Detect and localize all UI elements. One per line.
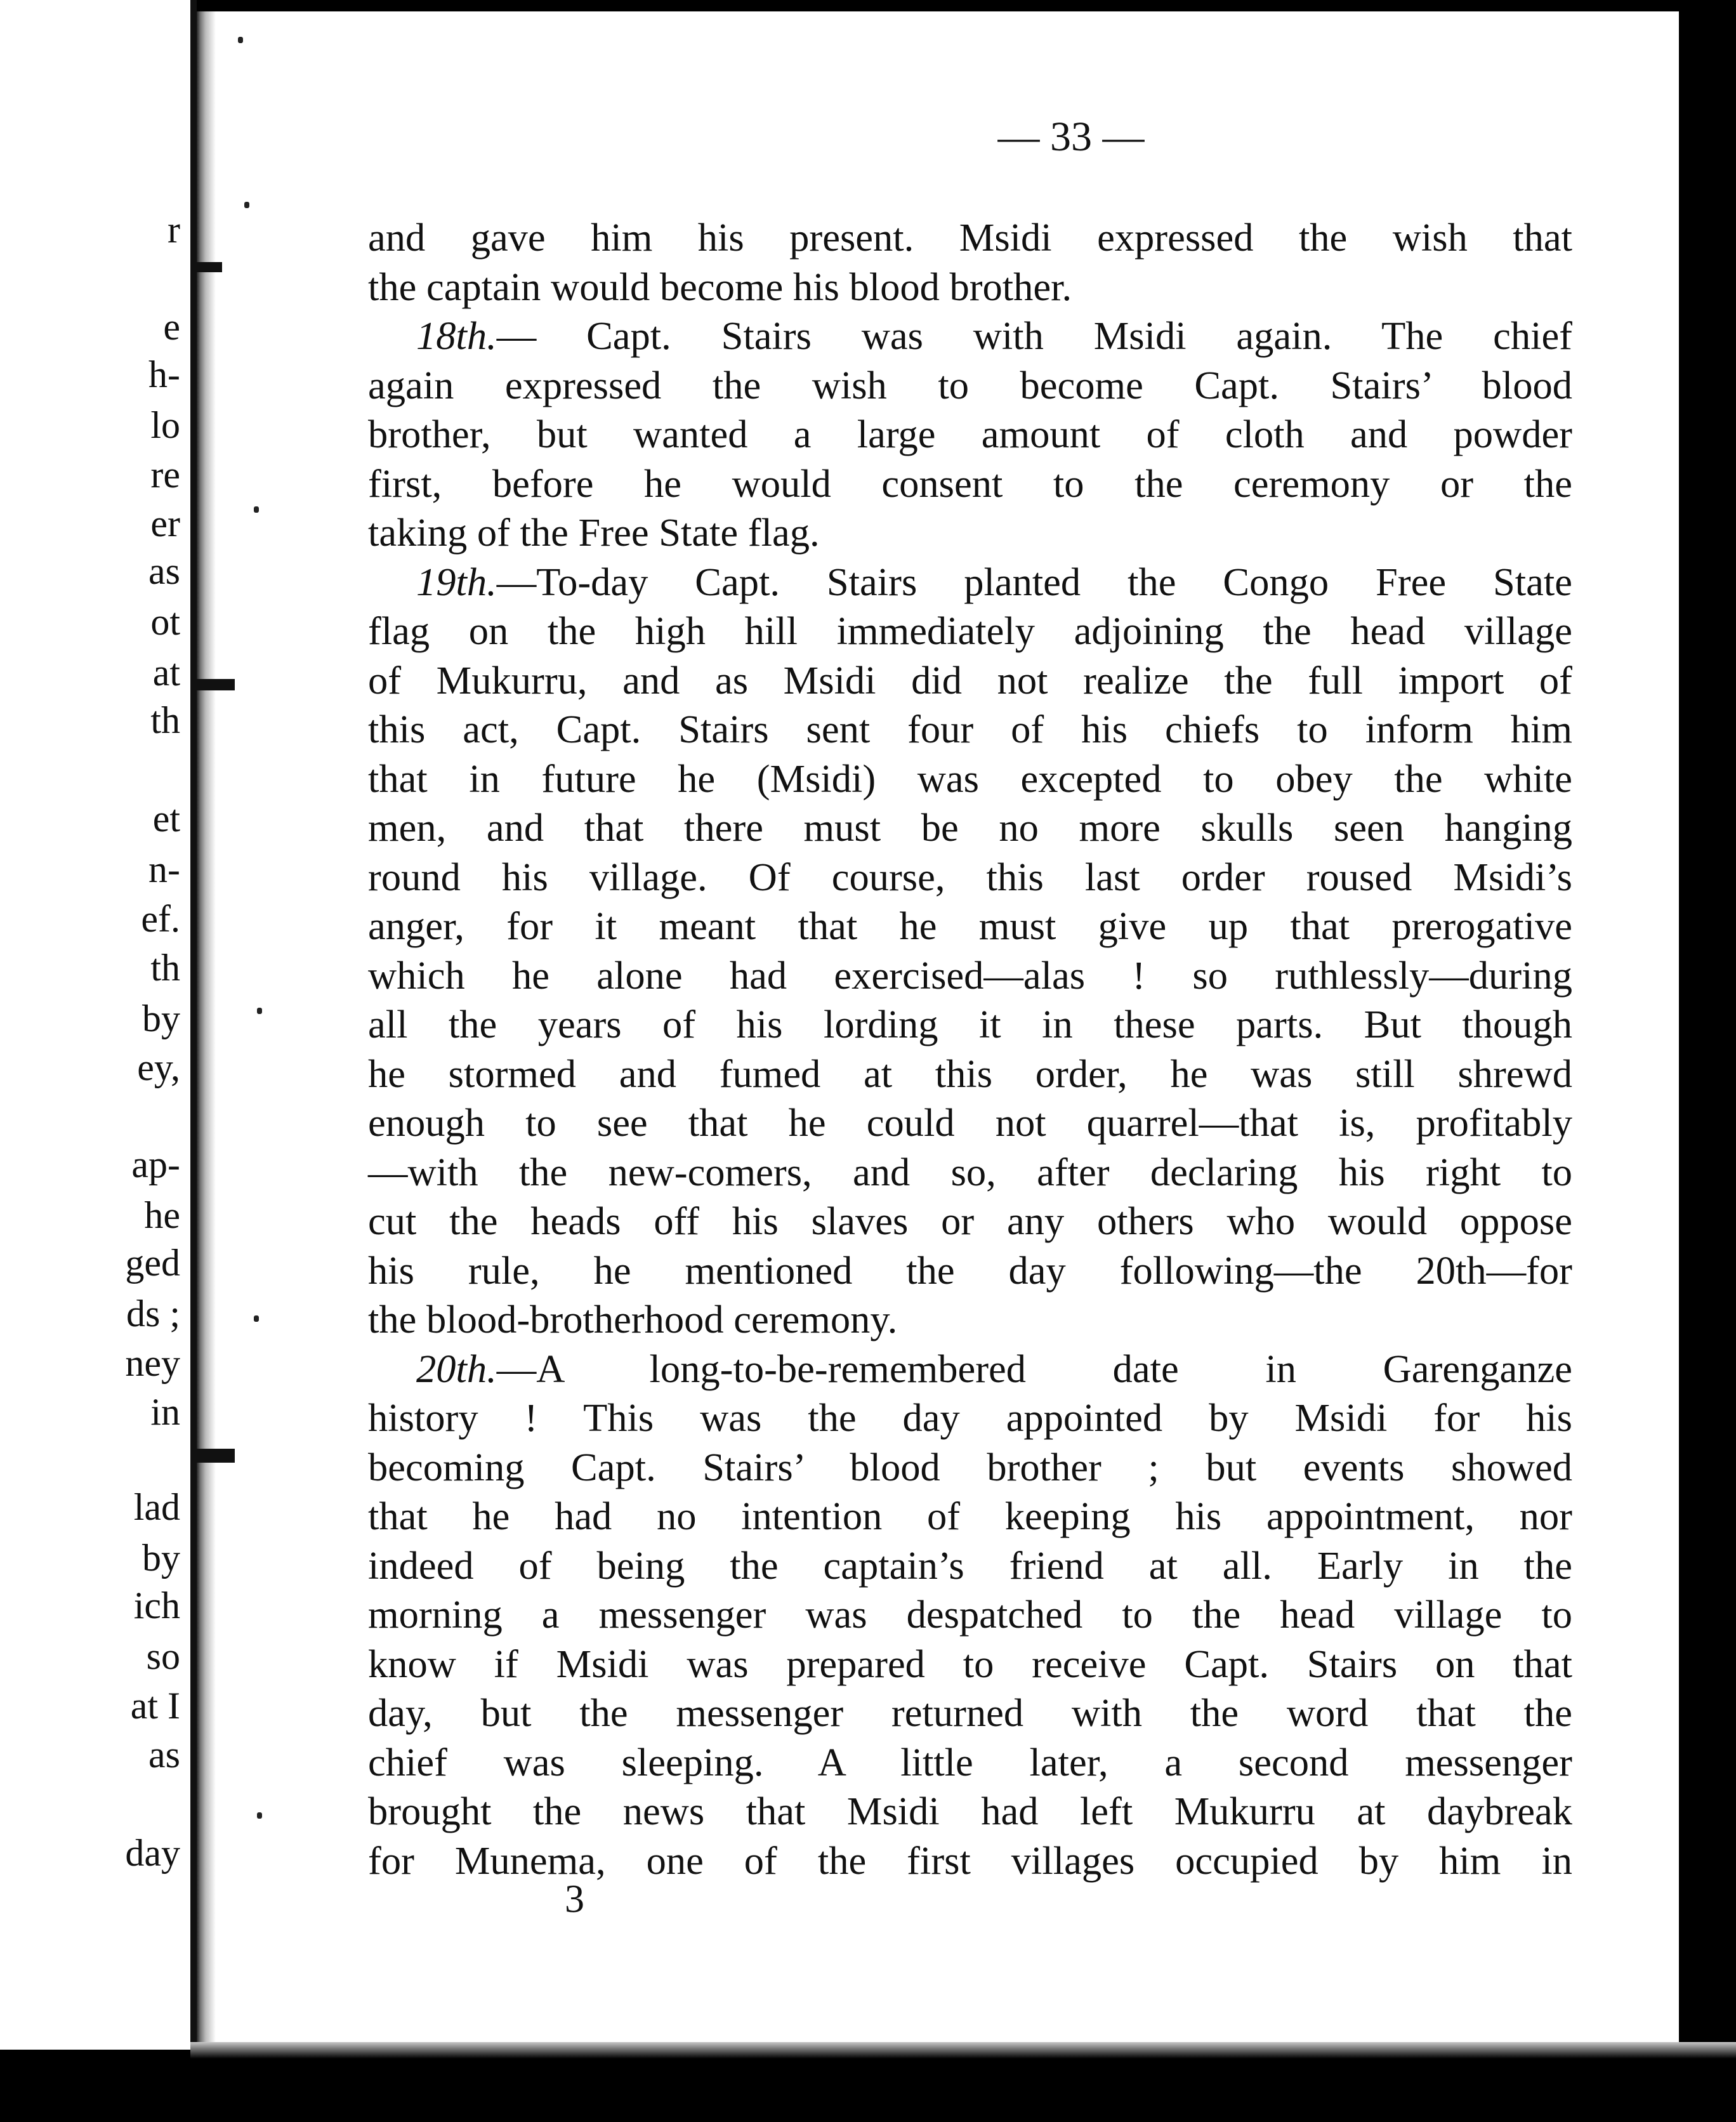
- page-shadow: [190, 2042, 1736, 2059]
- binding-stitch-mark: [197, 1449, 235, 1463]
- facing-page-text-fragment: as: [148, 1734, 180, 1776]
- facing-page-text-fragment: r: [168, 209, 180, 251]
- text-line: [368, 1541, 1572, 1591]
- text-line: [368, 755, 1572, 804]
- text-line: [368, 853, 1572, 902]
- line-text: first, before he would consent to the ceremony or the: [368, 461, 1572, 506]
- line-text: the captain would become his blood brother.: [368, 264, 1072, 309]
- line-text: that in future he (Msidi) was excepted to obey the white: [368, 756, 1572, 801]
- facing-page-text-fragment: h-: [148, 353, 180, 395]
- text-line: [368, 902, 1572, 951]
- line-text: day, but the messenger returned with the word that the: [368, 1690, 1572, 1735]
- line-text: indeed of being the captain’s friend at all. Early in the: [368, 1543, 1572, 1588]
- speck: [254, 506, 259, 513]
- facing-page-text-fragment: he: [144, 1194, 180, 1236]
- facing-page-text-fragment: ot: [150, 601, 180, 643]
- binding-stitch-mark: [197, 262, 222, 272]
- line-text: this act, Capt. Stairs sent four of his chiefs to inform him: [368, 707, 1572, 751]
- entry-date: 20th.: [416, 1346, 497, 1391]
- facing-page-text-fragment: ney: [125, 1342, 180, 1384]
- line-text: —with the new-comers, and so, after declaring his right to: [368, 1149, 1572, 1194]
- text-line: [368, 803, 1572, 853]
- scanned-page: [197, 11, 1679, 2042]
- text-line: [368, 1246, 1572, 1296]
- text-line: [368, 1295, 1572, 1345]
- line-text: becoming Capt. Stairs’ blood brother ; but events showed: [368, 1444, 1572, 1489]
- text-line: [368, 1640, 1572, 1689]
- line-text: —To-day Capt. Stairs planted the Congo Free State: [496, 559, 1572, 604]
- line-text: history ! This was the day appointed by Msidi for his: [368, 1395, 1572, 1440]
- text-line: [368, 1590, 1572, 1640]
- text-line: [368, 607, 1572, 656]
- facing-page-text-fragment: at I: [130, 1685, 180, 1727]
- line-text: which he alone had exercised—alas ! so ruthlessly—during: [368, 952, 1572, 998]
- line-text: — Capt. Stairs was with Msidi again. The chief: [496, 313, 1572, 358]
- facing-page-text-fragment: re: [150, 454, 180, 496]
- facing-page-text-fragment: day: [125, 1832, 180, 1874]
- text-line: [368, 1492, 1572, 1541]
- text-line: [368, 459, 1572, 509]
- line-text: his rule, he mentioned the day following—the 20th—for: [368, 1248, 1572, 1293]
- facing-page-fragment: [0, 0, 197, 2050]
- binding-gutter: [197, 11, 216, 2042]
- line-text: flag on the high hill immediately adjoining the head village: [368, 609, 1572, 653]
- facing-page-text-fragment: th: [150, 699, 180, 741]
- text-line: [368, 263, 1572, 312]
- text-line: [368, 1050, 1572, 1099]
- facing-page-text-fragment: by: [142, 1537, 180, 1579]
- text-line: [368, 1443, 1572, 1493]
- line-text: chief was sleeping. A little later, a second messenger: [368, 1739, 1572, 1784]
- page-number: — 33 —: [997, 114, 1145, 160]
- entry-date: 18th.: [416, 313, 497, 358]
- text-line: [368, 1738, 1572, 1788]
- speck: [238, 37, 243, 43]
- body-text: [368, 213, 1572, 1885]
- text-line: [368, 1836, 1572, 1886]
- line-text: know if Msidi was prepared to receive Capt. Stairs on that: [368, 1641, 1572, 1686]
- line-text: cut the heads off his slaves or any others who would oppose: [368, 1199, 1572, 1243]
- facing-page-text-fragment: ds ;: [126, 1293, 180, 1334]
- binding-stitch-mark: [197, 679, 235, 690]
- facing-page-text-fragment: lad: [133, 1486, 180, 1528]
- facing-page-text-fragment: ged: [125, 1242, 180, 1284]
- facing-page-text-fragment: ey,: [137, 1046, 180, 1088]
- facing-page-text-fragment: at: [152, 652, 180, 694]
- line-text: that he had no intention of keeping his appointment, nor: [368, 1494, 1572, 1538]
- line-text: taking of the Free State flag.: [368, 510, 820, 555]
- text-line: [368, 1098, 1572, 1148]
- text-line: [368, 1394, 1572, 1443]
- text-line: [368, 1787, 1572, 1836]
- speck: [257, 1008, 262, 1014]
- text-line: [368, 1345, 1572, 1394]
- text-line: [368, 1148, 1572, 1197]
- line-text: and gave him his present. Msidi expressed the wish that: [368, 215, 1572, 260]
- line-text: enough to see that he could not quarrel—that is, profitably: [368, 1100, 1572, 1145]
- facing-page-text-fragment: ap-: [131, 1143, 180, 1185]
- line-text: brother, but wanted a large amount of cloth and powder: [368, 412, 1572, 456]
- text-line: [368, 558, 1572, 607]
- facing-page-text-fragment: ich: [133, 1585, 180, 1626]
- facing-page-text-fragment: et: [152, 798, 180, 840]
- text-line: [368, 410, 1572, 459]
- line-text: men, and that there must be no more skulls seen hanging: [368, 805, 1572, 850]
- facing-page-text-fragment: as: [148, 550, 180, 592]
- text-line: [368, 1197, 1572, 1246]
- line-text: all the years of his lording it in these parts. But though: [368, 1002, 1572, 1046]
- speck: [257, 1812, 262, 1819]
- text-line: [368, 1689, 1572, 1738]
- text-line: [368, 656, 1572, 706]
- line-text: round his village. Of course, this last order roused Msidi’s: [368, 854, 1572, 899]
- facing-page-text-fragment: th: [150, 947, 180, 989]
- speck: [254, 1315, 259, 1322]
- text-line: [368, 1000, 1572, 1050]
- facing-page-text-fragment: in: [150, 1391, 180, 1433]
- facing-page-text-fragment: ef.: [141, 898, 180, 940]
- facing-page-text-fragment: so: [146, 1635, 180, 1677]
- entry-date: 19th.: [416, 559, 497, 604]
- line-text: of Mukurru, and as Msidi did not realize the full import of: [368, 657, 1572, 702]
- line-text: —A long-to-be-remembered date in Garenganze: [496, 1346, 1572, 1391]
- line-text: anger, for it meant that he must give up that prerogative: [368, 904, 1572, 948]
- printer-signature-mark: 3: [565, 1878, 584, 1921]
- line-text: he stormed and fumed at this order, he was still shrewd: [368, 1051, 1572, 1096]
- line-text: again expressed the wish to become Capt. Stairs’ blood: [368, 362, 1572, 407]
- text-line: [368, 705, 1572, 755]
- text-line: [368, 213, 1572, 263]
- facing-page-text-fragment: er: [150, 503, 180, 544]
- line-text: morning a messenger was despatched to the head village to: [368, 1592, 1572, 1637]
- facing-page-text-fragment: n-: [148, 848, 180, 890]
- line-text: for Munema, one of the first villages occupied by him in: [368, 1838, 1572, 1883]
- facing-page-text-fragment: by: [142, 998, 180, 1039]
- facing-page-text-fragment: lo: [150, 404, 180, 446]
- text-line: [368, 312, 1572, 361]
- text-line: [368, 951, 1572, 1001]
- speck: [244, 202, 249, 208]
- line-text: the blood-brotherhood ceremony.: [368, 1297, 898, 1341]
- line-text: brought the news that Msidi had left Mukurru at daybreak: [368, 1789, 1572, 1833]
- facing-page-text-fragment: e: [163, 306, 180, 348]
- text-line: [368, 508, 1572, 558]
- text-line: [368, 361, 1572, 411]
